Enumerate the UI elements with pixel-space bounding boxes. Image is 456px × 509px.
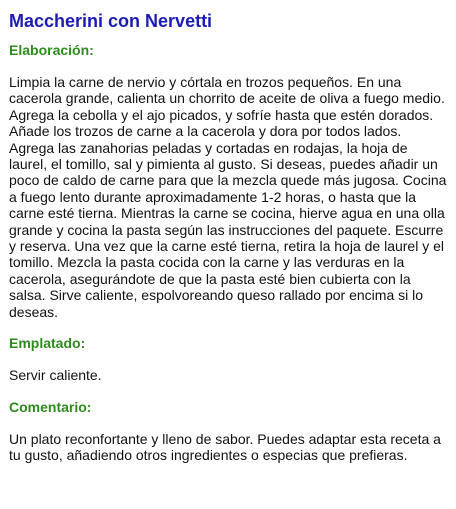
recipe-title: Maccherini con Nervetti	[9, 11, 213, 31]
comentario-text: Un plato reconfortante y lleno de sabor. Puedes adaptar esta receta a tu gusto, añadiendo otros ingredientes o especias que prefieras.	[9, 430, 441, 463]
emplatado-text: Servir caliente.	[9, 367, 102, 384]
emplatado-heading: Emplatado:	[9, 335, 86, 352]
elaboracion-text: Limpia la carne de nervio y córtala en trozos pequeños. En una cacerola grande, calienta un chorrito de aceite de oliva a fuego medio. Agrega la cebolla y el ajo picados, y sofríe hasta que estén dorados. Añade los trozos de carne a la cacerola y dora por todos lados. Agrega las zanahorias peladas y cortadas en rodajas, la hoja de laurel, el tomillo, sal y pimienta al gusto. Si deseas, puedes añadir un poco de caldo de carne para que la mezcla quede más jugosa. Cocina a fuego lento durante aproximadamente 1-2 horas, o hasta que la carne esté tierna. Mientras la carne se cocina, hierve agua en una olla grande y cocina la pasta según las instrucciones del paquete. Escurre y reserva. Una vez que la carne esté tierna, retira la hoja de laurel y el tomillo. Mezcla la pasta cocida con la carne y las verduras en la cacerola, asegurándote de que la pasta esté bien cubierta con la salsa. Sirve caliente, espolvoreando queso rallado por encima si lo deseas.	[9, 74, 447, 320]
comentario-heading: Comentario:	[9, 398, 92, 415]
elaboracion-heading: Elaboración:	[9, 42, 94, 58]
